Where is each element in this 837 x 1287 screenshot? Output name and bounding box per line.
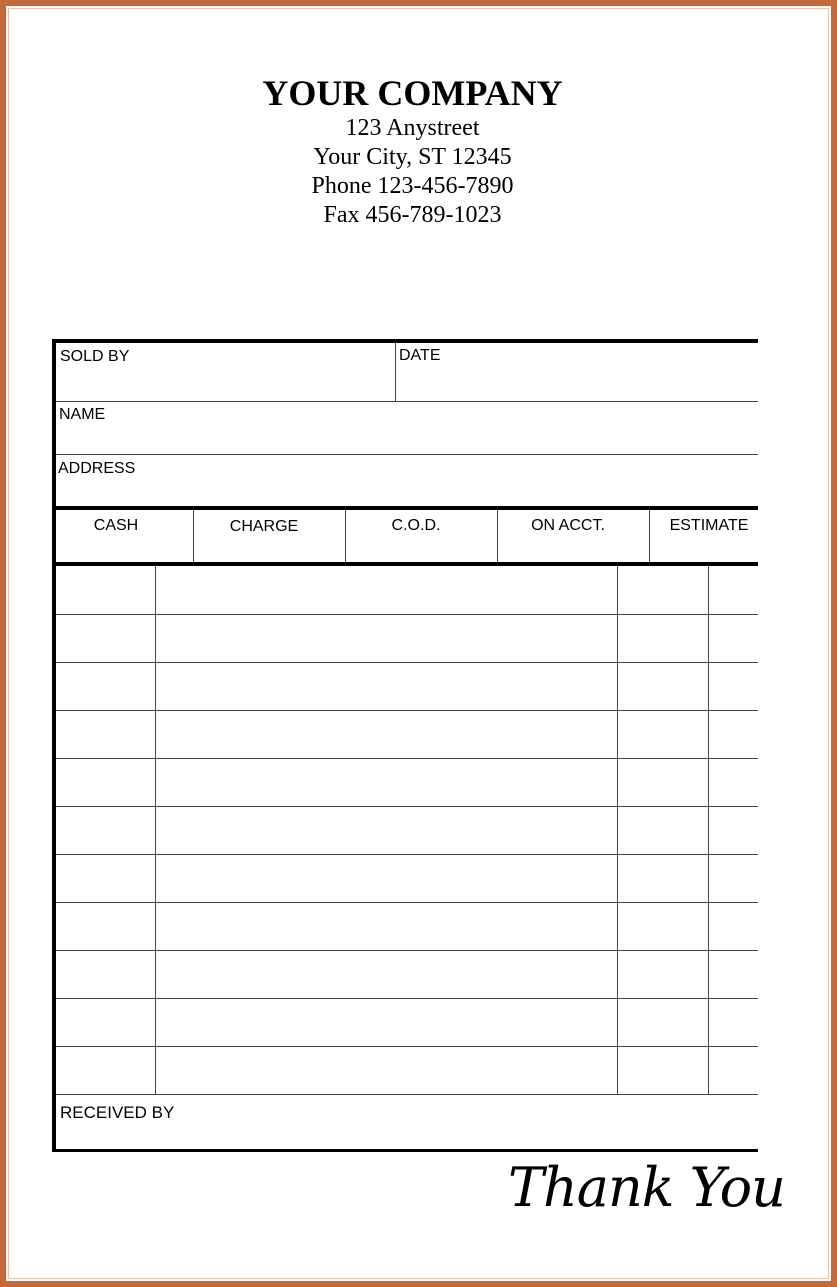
company-header xyxy=(0,72,837,230)
payment-divider xyxy=(52,562,758,566)
company-city: Your City, ST 12345 xyxy=(313,144,512,170)
line-item-row-divider xyxy=(56,614,758,615)
line-item-row-divider xyxy=(56,854,758,855)
company-street: 123 Anystreet xyxy=(345,115,480,141)
line-item-row-divider xyxy=(56,1046,758,1047)
line-item-row-divider xyxy=(56,998,758,999)
payment-on-acct[interactable]: ON ACCT. xyxy=(531,517,605,534)
sales-form xyxy=(52,339,758,1152)
name-label: NAME xyxy=(59,406,106,423)
items-col-divider-amount xyxy=(708,566,709,1094)
company-phone: Phone 123-456-7890 xyxy=(311,173,514,199)
name-divider xyxy=(56,401,758,402)
payment-cod[interactable]: C.O.D. xyxy=(391,517,441,534)
line-item-row-divider xyxy=(56,758,758,759)
sold-by-label: SOLD BY xyxy=(60,348,130,365)
line-item-row-divider xyxy=(56,902,758,903)
address-divider xyxy=(52,506,758,510)
items-col-divider-qty xyxy=(155,566,156,1094)
company-fax: Fax 456-789-1023 xyxy=(323,202,502,228)
payment-estimate[interactable]: ESTIMATE xyxy=(669,517,749,534)
received-divider xyxy=(56,1094,758,1095)
line-item-row-divider xyxy=(56,662,758,663)
form-bottom-border xyxy=(52,1149,758,1152)
payment-cash[interactable]: CASH xyxy=(93,517,139,534)
address-label: ADDRESS xyxy=(58,460,136,477)
form-left-border xyxy=(52,339,56,1152)
line-item-row-divider xyxy=(56,950,758,951)
sold-date-divider xyxy=(395,343,396,402)
payment-charge[interactable]: CHARGE xyxy=(229,518,299,535)
thank-you-signature: Thank You xyxy=(508,1156,785,1219)
address-line-divider xyxy=(56,454,758,455)
line-item-row-divider xyxy=(56,710,758,711)
line-item-row-divider xyxy=(56,806,758,807)
date-label: DATE xyxy=(399,347,441,364)
company-name: YOUR COMPANY xyxy=(262,73,563,113)
form-top-border xyxy=(52,339,758,343)
received-by-label: RECEIVED BY xyxy=(60,1103,175,1122)
items-col-divider-price xyxy=(617,566,618,1094)
